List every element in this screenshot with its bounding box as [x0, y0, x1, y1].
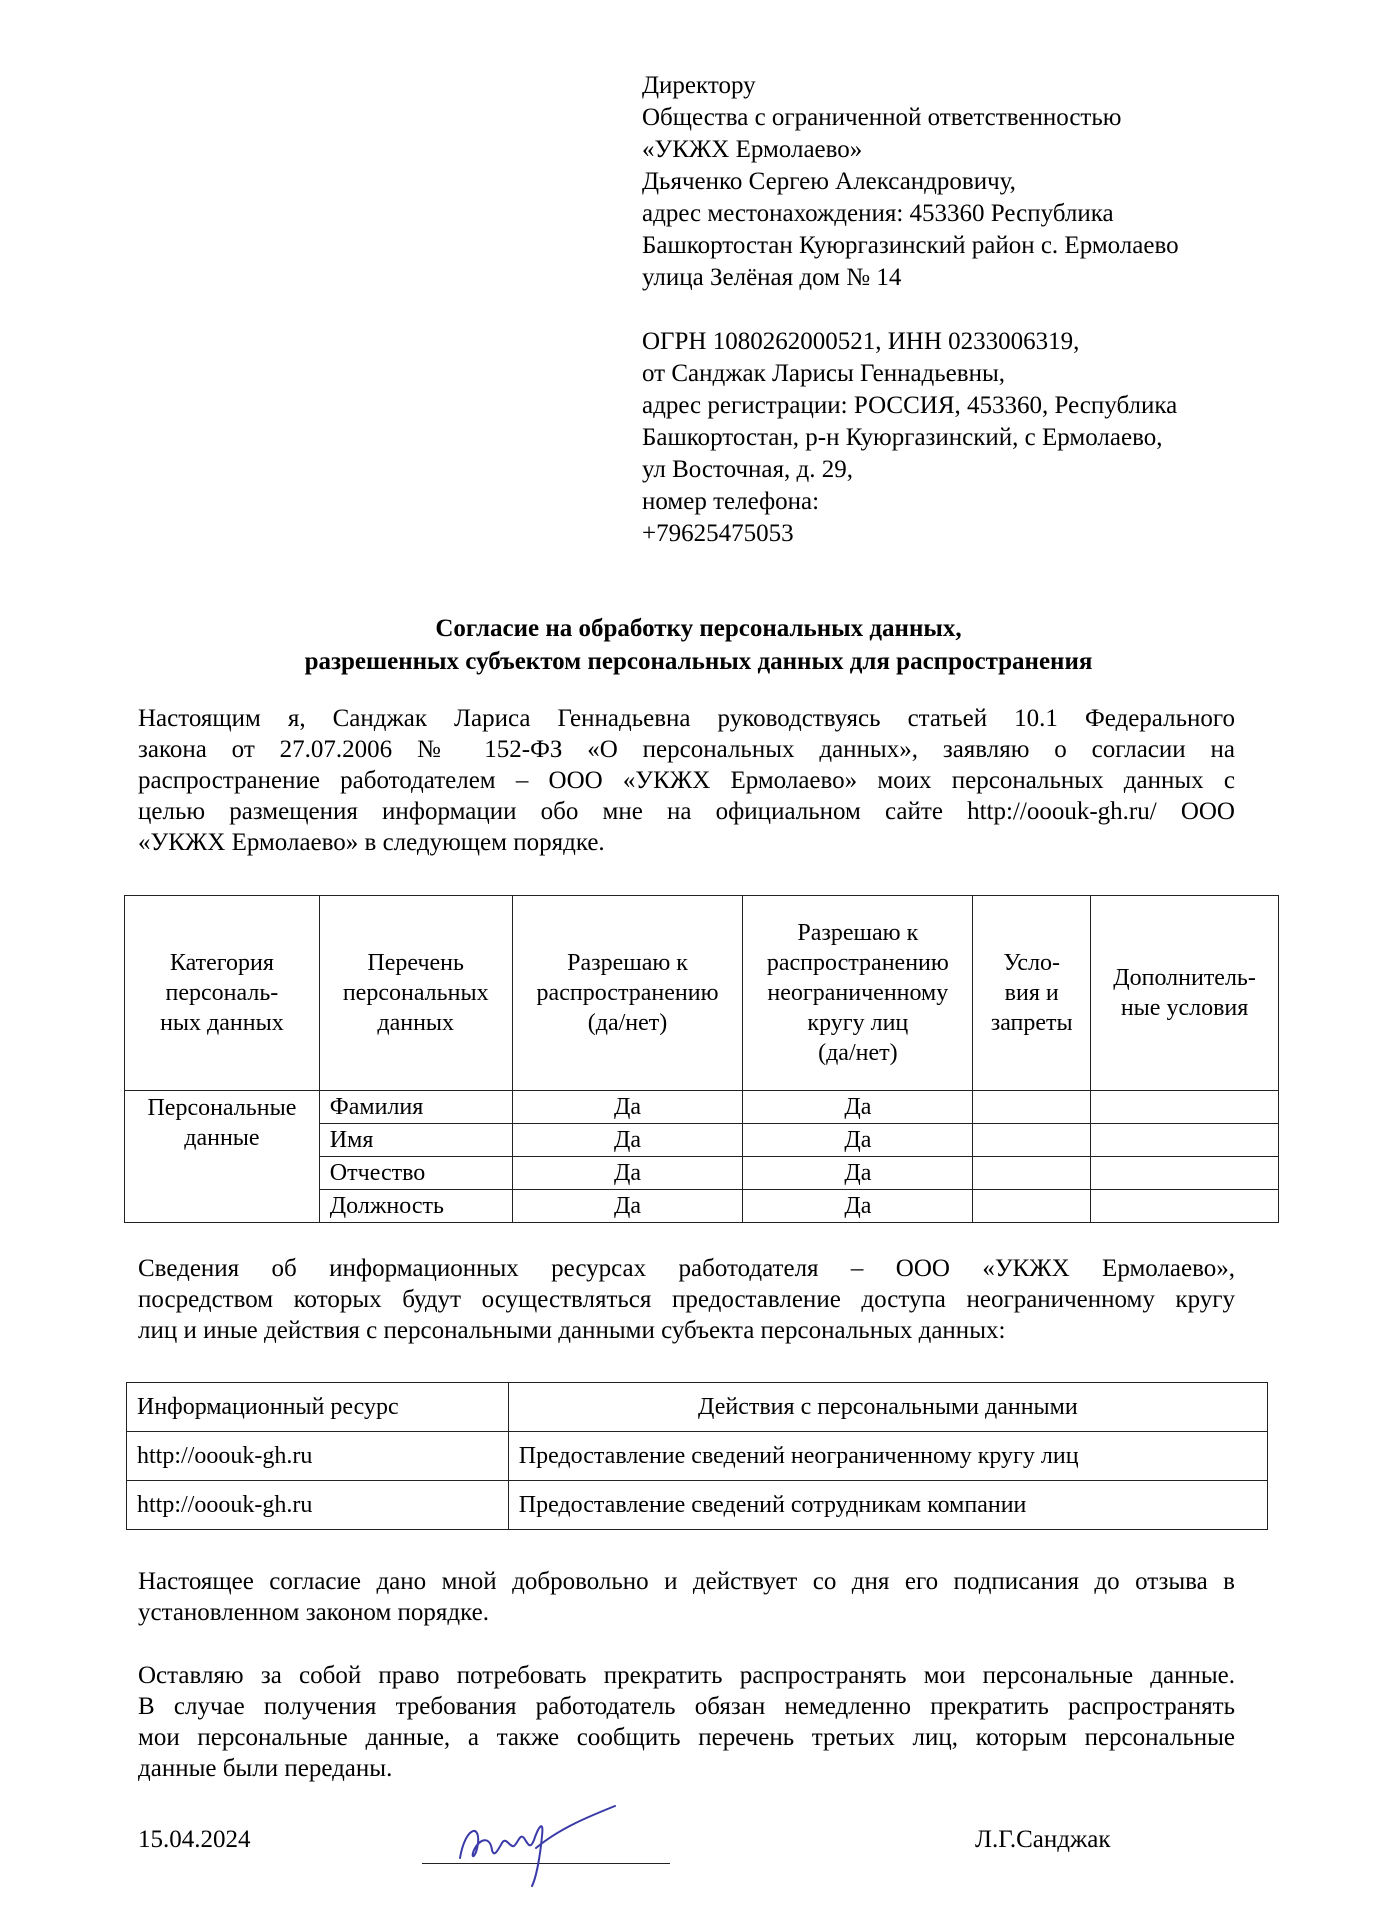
- field-cell: Фамилия: [319, 1091, 512, 1124]
- allow-cell: Да: [512, 1091, 743, 1124]
- signature-date: 15.04.2024: [138, 1826, 251, 1853]
- handwritten-signature: [440, 1788, 620, 1888]
- extra-cell: [1091, 1124, 1279, 1157]
- header-conditions: Усло- вия и запреты: [973, 896, 1091, 1091]
- table-row: [127, 1432, 1268, 1481]
- allow-public-cell: Да: [743, 1124, 973, 1157]
- field-cell: Должность: [319, 1190, 512, 1223]
- extra-cell: [1091, 1157, 1279, 1190]
- sender-line: ул Восточная, д. 29,: [642, 456, 853, 483]
- header-actions: Действия с персональными данными: [508, 1383, 1267, 1432]
- resources-paragraph: [138, 1253, 1235, 1346]
- paragraph-line: Сведения об информационных ресурсах работодателя – ООО «УКЖХ Ермолаево»,: [138, 1255, 1235, 1282]
- addressee-line: адрес местонахождения: 453360 Республика: [642, 200, 1114, 227]
- intro-paragraph: [138, 703, 1235, 858]
- extra-cell: [1091, 1190, 1279, 1223]
- conditions-cell: [973, 1190, 1091, 1223]
- sender-line: Башкортостан, р-н Куюргазинский, с Ермолаево,: [642, 424, 1163, 451]
- conditions-cell: [973, 1157, 1091, 1190]
- allow-cell: Да: [512, 1157, 743, 1190]
- field-cell: Отчество: [319, 1157, 512, 1190]
- addressee-line: Общества с ограниченной ответственностью: [642, 104, 1122, 131]
- table-row: [125, 1091, 1279, 1124]
- addressee-line: Дьяченко Сергею Александровичу,: [642, 168, 1016, 195]
- header-allow-public: Разрешаю к распространению неограниченному кругу лиц (да/нет): [743, 896, 973, 1091]
- paragraph-line: «УКЖХ Ермолаево» в следующем порядке.: [138, 829, 605, 856]
- title-line-2: разрешенных субъектом персональных данных для распространения: [304, 648, 1093, 675]
- voluntary-paragraph: [138, 1566, 1235, 1628]
- header-resource: Информационный ресурс: [127, 1383, 509, 1432]
- paragraph-line: лиц и иные действия с персональными данными субъекта персональных данных:: [138, 1317, 1006, 1344]
- action-cell: Предоставление сведений сотрудникам компании: [508, 1481, 1267, 1530]
- extra-cell: [1091, 1091, 1279, 1124]
- sender-line: ОГРН 1080262000521, ИНН 0233006319,: [642, 328, 1080, 355]
- resource-cell: http://ooouk-gh.ru: [127, 1432, 509, 1481]
- conditions-cell: [973, 1124, 1091, 1157]
- allow-public-cell: Да: [743, 1091, 973, 1124]
- table-row: [127, 1481, 1268, 1530]
- addressee-line: Директору: [642, 72, 756, 99]
- header-allow: Разрешаю к распространению (да/нет): [512, 896, 743, 1091]
- allow-cell: Да: [512, 1190, 743, 1223]
- conditions-cell: [973, 1091, 1091, 1124]
- header-category: Категория персональ- ных данных: [125, 896, 320, 1091]
- paragraph-line: мои персональные данные, а также сообщить перечень третьих лиц, которым персональные: [138, 1724, 1235, 1751]
- consent-table: [124, 895, 1279, 1223]
- revoke-paragraph: [138, 1660, 1235, 1784]
- allow-cell: Да: [512, 1124, 743, 1157]
- signer-name: Л.Г.Санджак: [975, 1826, 1111, 1853]
- header-extra: Дополнитель- ные условия: [1091, 896, 1279, 1091]
- sender-line: от Санджак Ларисы Геннадьевны,: [642, 360, 1006, 387]
- allow-public-cell: Да: [743, 1157, 973, 1190]
- action-cell: Предоставление сведений неограниченному кругу лиц: [508, 1432, 1267, 1481]
- paragraph-line: распространение работодателем – ООО «УКЖХ Ермолаево» моих персональных данных с: [138, 767, 1235, 794]
- addressee-block: [642, 70, 1342, 550]
- field-cell: Имя: [319, 1124, 512, 1157]
- resources-table: [126, 1382, 1268, 1530]
- addressee-line: улица Зелёная дом № 14: [642, 264, 902, 291]
- document-title: [0, 612, 1397, 678]
- table-header-row: [127, 1383, 1268, 1432]
- paragraph-line: целью размещения информации обо мне на официальном сайте http://ooouk-gh.ru/ ООО: [138, 798, 1235, 825]
- addressee-line: Башкортостан Куюргазинский район с. Ермолаево: [642, 232, 1179, 259]
- paragraph-line: посредством которых будут осуществляться предоставление доступа неограниченному кругу: [138, 1286, 1235, 1313]
- sender-line: +79625475053: [642, 520, 794, 547]
- paragraph-line: Оставляю за собой право потребовать прекратить распространять мои персональные данные.: [138, 1662, 1235, 1689]
- title-line-1: Согласие на обработку персональных данных,: [435, 615, 962, 642]
- allow-public-cell: Да: [743, 1190, 973, 1223]
- sender-line: адрес регистрации: РОССИЯ, 453360, Республика: [642, 392, 1178, 419]
- addressee-line: «УКЖХ Ермолаево»: [642, 136, 863, 163]
- paragraph-line: установленном законом порядке.: [138, 1599, 489, 1626]
- paragraph-line: В случае получения требования работодатель обязан немедленно прекратить распространять: [138, 1693, 1235, 1720]
- category-cell: Персональные данные: [125, 1091, 320, 1223]
- header-list: Перечень персональных данных: [319, 896, 512, 1091]
- paragraph-line: закона от 27.07.2006 № 152-ФЗ «О персональных данных», заявляю о согласии на: [138, 736, 1235, 763]
- paragraph-line: Настоящим я, Санджак Лариса Геннадьевна руководствуясь статьей 10.1 Федерального: [138, 705, 1235, 732]
- paragraph-line: данные были переданы.: [138, 1755, 393, 1782]
- paragraph-line: Настоящее согласие дано мной добровольно и действует со дня его подписания до отзыва в: [138, 1568, 1235, 1595]
- resource-cell: http://ooouk-gh.ru: [127, 1481, 509, 1530]
- table-header-row: [125, 896, 1279, 1091]
- sender-line: номер телефона:: [642, 488, 820, 515]
